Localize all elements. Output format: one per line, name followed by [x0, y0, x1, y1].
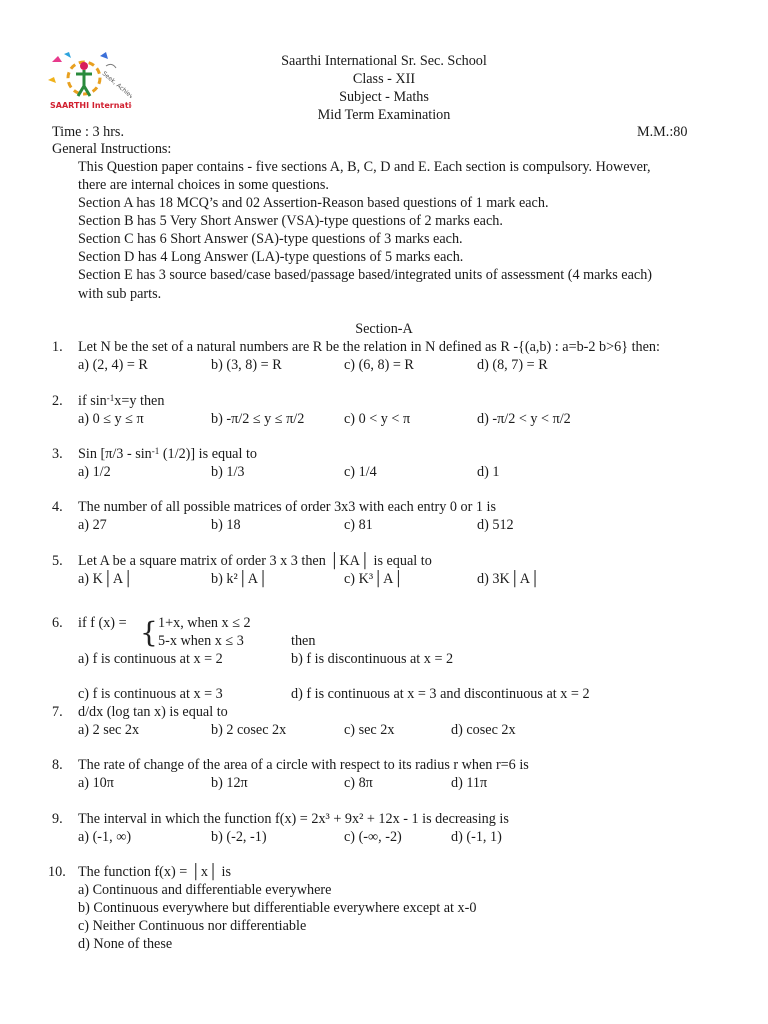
- question-number: 10.: [48, 864, 66, 880]
- question-number: 8.: [52, 757, 63, 773]
- question-text: if f (x) =: [78, 615, 127, 631]
- option-d: d) (8, 7) = R: [477, 357, 548, 373]
- option-d: d) 512: [477, 517, 514, 533]
- instruction-line: Section B has 5 Very Short Answer (VSA)-type questions of 2 marks each.: [78, 213, 503, 229]
- option-c: c) K³│A│: [344, 571, 404, 587]
- logo-tagline: Seek, Achieve,: [100, 70, 132, 104]
- option-a: a) 0 ≤ y ≤ π: [78, 411, 144, 427]
- option-d: d) 1: [477, 464, 500, 480]
- option-d: d) -π/2 < y < π/2: [477, 411, 571, 427]
- option-a: a) 2 sec 2x: [78, 722, 140, 738]
- option-b: b) k²│A│: [211, 571, 269, 587]
- question-text: The number of all possible matrices of order 3x3 with each entry 0 or 1 is: [78, 499, 497, 515]
- instruction-line: Section C has 6 Short Answer (SA)-type questions of 3 marks each.: [78, 231, 463, 247]
- question-number: 1.: [52, 339, 63, 355]
- class-label: Class - XII: [352, 71, 416, 87]
- question-number: 2.: [52, 393, 63, 409]
- instruction-line: Section E has 3 source based/case based/passage based/integrated units of assessment (4 marks each): [78, 267, 653, 283]
- option-b: b) Continuous everywhere but differentiable everywhere except at x-0: [78, 900, 477, 916]
- question-number: 5.: [52, 553, 63, 569]
- option-c: c) (-∞, -2): [344, 829, 402, 845]
- option-b: b) 2 cosec 2x: [211, 722, 287, 738]
- option-b: b) 12π: [211, 775, 248, 791]
- question-number: 4.: [52, 499, 63, 515]
- question-text: Sin $[\pi/3 - \sin^{-1} (1/2)]$ is equal to: [78, 446, 257, 462]
- option-d: d) (-1, 1): [451, 829, 502, 845]
- option-a: a) 27: [78, 517, 107, 533]
- question-text: The interval in which the function f(x) = 2x³ + 9x² + 12x - 1 is decreasing is: [78, 811, 509, 827]
- option-a: a) 10π: [78, 775, 114, 791]
- option-c: c) 0 < y < π: [344, 411, 411, 427]
- question-text: if $\sin^{-1}x=y$ then: [78, 393, 165, 409]
- option-c: c) 81: [344, 517, 373, 533]
- option-d: d) f is continuous at x = 3 and discontinuous at x = 2: [291, 686, 590, 702]
- option-d: d) None of these: [78, 936, 173, 952]
- option-c: c) f is continuous at x = 3: [78, 686, 223, 702]
- instruction-line: with sub parts.: [78, 286, 162, 302]
- question-text: Let A be a square matrix of order 3 x 3 then │KA│ is equal to: [78, 553, 432, 569]
- subject-label: Subject - Maths: [339, 89, 429, 105]
- question-text: The rate of change of the area of a circle with respect to its radius r when r=6 is: [78, 757, 529, 773]
- option-a: a) Continuous and differentiable everywhere: [78, 882, 332, 898]
- question-number: 7.: [52, 704, 63, 720]
- option-a: a) (2, 4) = R: [78, 357, 148, 373]
- instruction-line: This Question paper contains - five sections A, B, C, D and E. Each section is compulsory. However,: [78, 159, 651, 175]
- option-a: a) 1/2: [78, 464, 111, 480]
- option-c: c) (6, 8) = R: [344, 357, 414, 373]
- question-text: Let N be the set of a natural numbers are R be the relation in N defined as R -{(a,b) : a=b-2 b>6} then:: [78, 339, 660, 355]
- section-title: Section-A: [355, 321, 413, 337]
- school-name: Saarthi International Sr. Sec. School: [281, 53, 487, 69]
- left-brace-icon: {: [140, 616, 158, 649]
- piecewise-case-1: 1+x, when x ≤ 2: [158, 615, 251, 631]
- question-text: d/dx (log tan x) is equal to: [78, 704, 228, 720]
- max-marks: M.M.:80: [637, 124, 688, 140]
- instruction-line: Section D has 4 Long Answer (LA)-type questions of 5 marks each.: [78, 249, 464, 265]
- instruction-line: there are internal choices in some questions.: [78, 177, 329, 193]
- option-b: b) (3, 8) = R: [211, 357, 282, 373]
- option-b: b) -π/2 ≤ y ≤ π/2: [211, 411, 305, 427]
- option-d: d) cosec 2x: [451, 722, 516, 738]
- question-number: 3.: [52, 446, 63, 462]
- option-b: b) 18: [211, 517, 241, 533]
- option-c: c) Neither Continuous nor differentiable: [78, 918, 307, 934]
- option-d: d) 11π: [451, 775, 488, 791]
- option-a: a) (-1, ∞): [78, 829, 132, 845]
- piecewise-case-2: 5-x when x ≤ 3: [158, 633, 244, 649]
- then-label: then: [291, 633, 316, 649]
- option-c: c) sec 2x: [344, 722, 395, 738]
- time-label: Time : 3 hrs.: [52, 124, 125, 140]
- option-a: a) K│A│: [78, 571, 134, 587]
- instruction-line: Section A has 18 MCQ’s and 02 Assertion-Reason based questions of 1 mark each.: [78, 195, 549, 211]
- option-b: b) f is discontinuous at x = 2: [291, 651, 454, 667]
- logo-text: SAARTHI Internati: [50, 101, 132, 110]
- exam-title: Mid Term Examination: [317, 107, 451, 123]
- question-number: 6.: [52, 615, 63, 631]
- option-c: c) 8π: [344, 775, 373, 791]
- option-d: d) 3K│A│: [477, 571, 541, 587]
- option-b: b) 1/3: [211, 464, 245, 480]
- question-text: The function f(x) = │x│ is: [78, 864, 232, 880]
- instructions-heading: General Instructions:: [52, 141, 172, 157]
- option-b: b) (-2, -1): [211, 829, 267, 845]
- question-number: 9.: [52, 811, 63, 827]
- option-a: a) f is continuous at x = 2: [78, 651, 223, 667]
- option-c: c) 1/4: [344, 464, 377, 480]
